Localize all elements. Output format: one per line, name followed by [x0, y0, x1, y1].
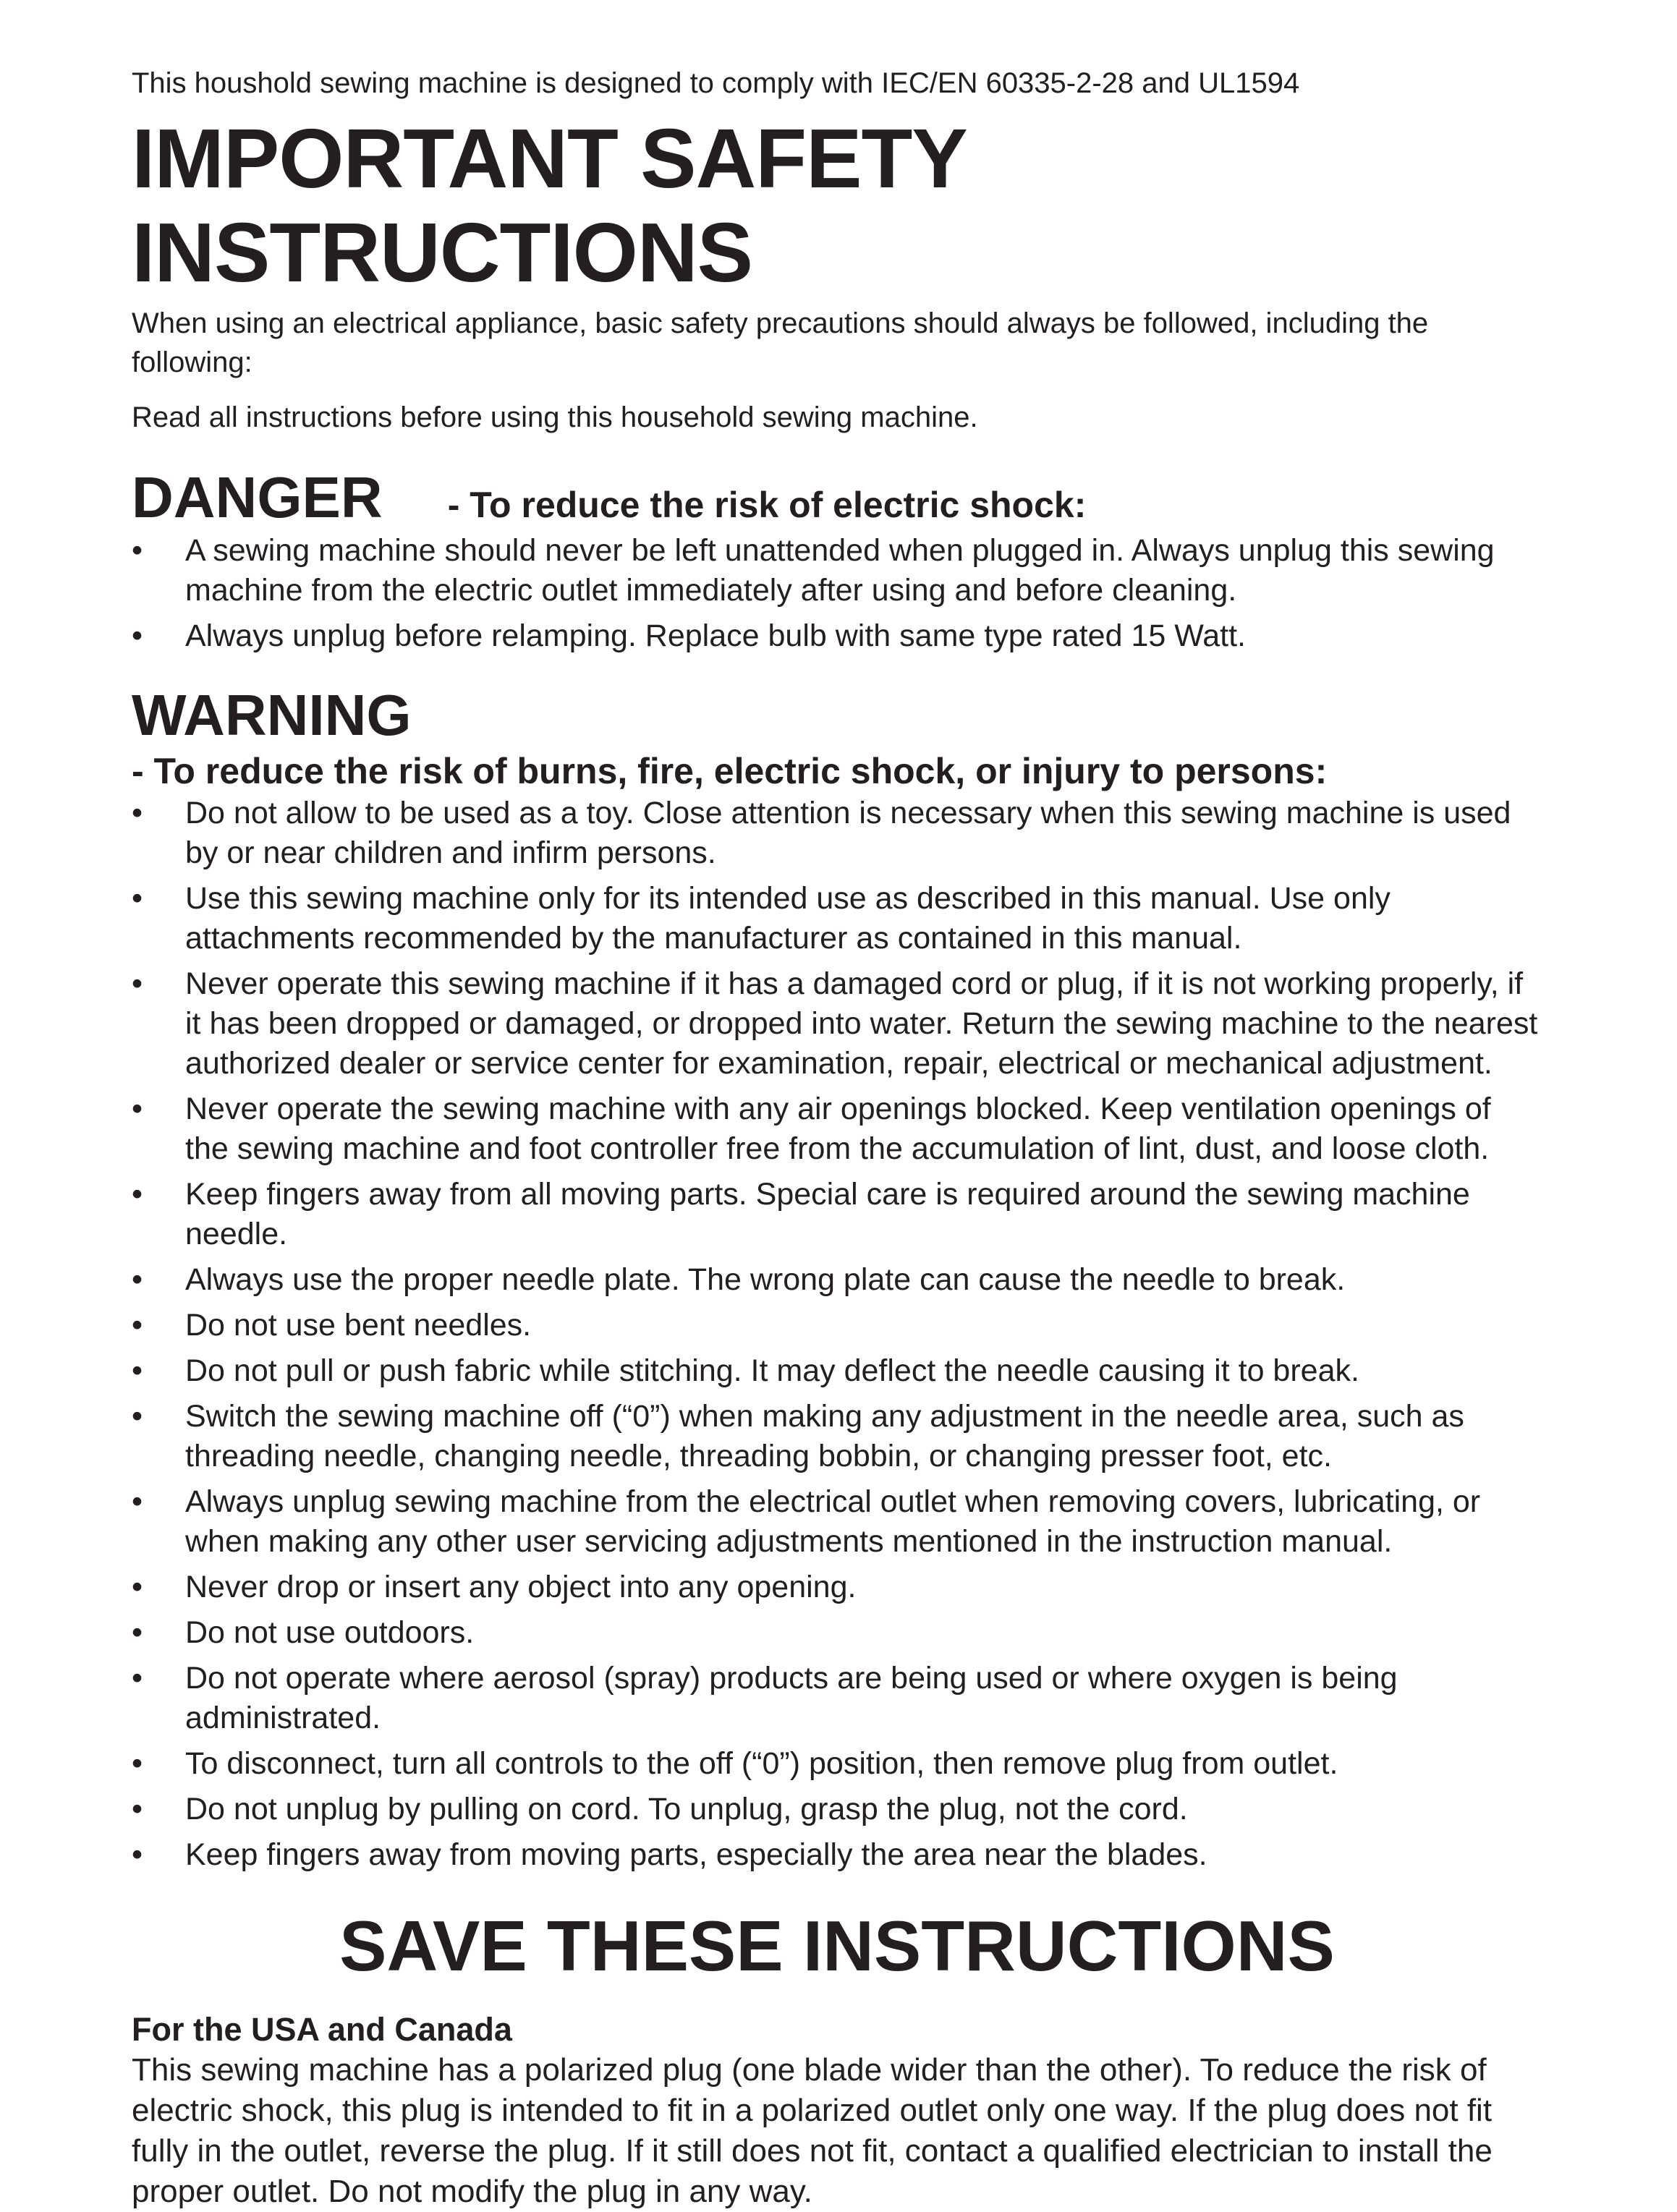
list-item [132, 1175, 1542, 1254]
bullet-icon: • [132, 1746, 143, 1781]
usa-canada-heading: For the USA and Canada [132, 2011, 512, 2048]
danger-subheading: - To reduce the risk of electric shock: [447, 485, 1087, 525]
bullet-icon: • [132, 1837, 143, 1872]
bullet-icon: • [132, 1570, 143, 1604]
list-item [132, 1567, 1542, 1607]
bullet-icon: • [132, 1661, 143, 1696]
list-item [132, 1397, 1542, 1476]
list-item [132, 1482, 1542, 1562]
list-item-text: Do not allow to be used as a toy. Close attention is necessary when this sewing machine is used by or near children and infirm persons. [185, 796, 1511, 870]
bullet-icon: • [132, 796, 143, 830]
warning-heading: WARNING [132, 683, 412, 747]
list-item-text: Never operate the sewing machine with any air openings blocked. Keep ventilation openings of the sewing machine and foot controller free from the accumulation of lint, dust, and loose cloth. [185, 1092, 1491, 1166]
list-item [132, 1089, 1542, 1169]
list-item [132, 1613, 1542, 1653]
bullet-icon: • [132, 533, 143, 568]
list-item [132, 964, 1542, 1084]
bullet-icon: • [132, 1353, 143, 1388]
list-item-text: Always unplug before relamping. Replace bulb with same type rated 15 Watt. [185, 618, 1246, 653]
list-item [132, 1790, 1542, 1829]
bullet-icon: • [132, 1792, 143, 1826]
list-item-text: Switch the sewing machine off (“0”) when making any adjustment in the needle area, such as threading needle, changing needle, threading bobbin, or changing presser foot, etc. [185, 1399, 1464, 1473]
list-item [132, 531, 1542, 611]
list-item-text: Do not unplug by pulling on cord. To unplug, grasp the plug, not the cord. [185, 1792, 1188, 1826]
list-item [132, 1260, 1542, 1300]
list-item-text: Do not pull or push fabric while stitching. It may deflect the needle causing it to break. [185, 1353, 1359, 1388]
list-item-text: Keep fingers away from moving parts, especially the area near the blades. [185, 1837, 1207, 1872]
list-item [132, 616, 1542, 656]
list-item [132, 1351, 1542, 1391]
bullet-icon: • [132, 1092, 143, 1126]
bullet-icon: • [132, 1484, 143, 1519]
list-item-text: Never operate this sewing machine if it has a damaged cord or plug, if it is not working properly, if it has been dropped or damaged, or dropped into water. Return the sewing machine to the nearest authorized dealer or service center for examination, repair, electrical or mechanical adjustment. [185, 966, 1538, 1081]
danger-heading-row [132, 464, 1542, 531]
danger-section [132, 464, 1542, 656]
save-instructions-title: SAVE THESE INSTRUCTIONS [339, 1906, 1335, 1986]
page-title: IMPORTANT SAFETY INSTRUCTIONS [132, 111, 966, 299]
bullet-icon: • [132, 1615, 143, 1650]
list-item [132, 794, 1542, 873]
warning-subheading: - To reduce the risk of burns, fire, electric shock, or injury to persons: [132, 751, 1328, 791]
bullet-icon: • [132, 966, 143, 1001]
list-item-text: To disconnect, turn all controls to the off (“0”) position, then remove plug from outlet. [185, 1746, 1338, 1781]
polarized-plug-text: This sewing machine has a polarized plug (one blade wider than the other). To reduce the risk of electric shock, this plug is intended to fit in a polarized outlet only one way. If the plug does not fit fully in the outlet, reverse the plug. If it still does not fit, contact a qualified electrician to install the proper outlet. Do not modify the plug in any way. [132, 2052, 1493, 2209]
intro-text: When using an electrical appliance, basic safety precautions should always be followed, including the following: [132, 307, 1429, 378]
list-item-text: Use this sewing machine only for its intended use as described in this manual. Use only attachments recommended by the manufacturer as contained in this manual. [185, 881, 1391, 956]
bullet-icon: • [132, 618, 143, 653]
list-item [132, 1659, 1542, 1738]
list-item [132, 1744, 1542, 1784]
list-item [132, 1835, 1542, 1875]
list-item-text: Always unplug sewing machine from the electrical outlet when removing covers, lubricating, or when making any other user servicing adjustments mentioned in the instruction manual. [185, 1484, 1481, 1559]
safety-page [132, 65, 1542, 2212]
list-item-text: A sewing machine should never be left unattended when plugged in. Always unplug this sewing machine from the electric outlet immediately after using and before cleaning. [185, 533, 1495, 608]
danger-list [132, 531, 1542, 656]
list-item [132, 879, 1542, 958]
list-item-text: Do not use outdoors. [185, 1615, 475, 1650]
list-item-text: Do not use bent needles. [185, 1308, 532, 1343]
usa-canada-section [132, 2009, 1542, 2212]
bullet-icon: • [132, 881, 143, 916]
list-item-text: Never drop or insert any object into any opening. [185, 1570, 857, 1604]
list-item-text: Always use the proper needle plate. The wrong plate can cause the needle to break. [185, 1262, 1346, 1297]
warning-section [132, 682, 1542, 1875]
list-item [132, 1306, 1542, 1345]
bullet-icon: • [132, 1177, 143, 1212]
compliance-line: This houshold sewing machine is designed to comply with IEC/EN 60335-2-28 and UL1594 [132, 67, 1300, 99]
warning-list [132, 794, 1542, 1875]
danger-heading: DANGER [132, 465, 383, 529]
list-item-text: Do not operate where aerosol (spray) products are being used or where oxygen is being administrated. [185, 1661, 1398, 1735]
read-all-text: Read all instructions before using this household sewing machine. [132, 401, 978, 433]
bullet-icon: • [132, 1262, 143, 1297]
list-item-text: Keep fingers away from all moving parts. Special care is required around the sewing machine needle. [185, 1177, 1470, 1251]
bullet-icon: • [132, 1399, 143, 1434]
bullet-icon: • [132, 1308, 143, 1343]
